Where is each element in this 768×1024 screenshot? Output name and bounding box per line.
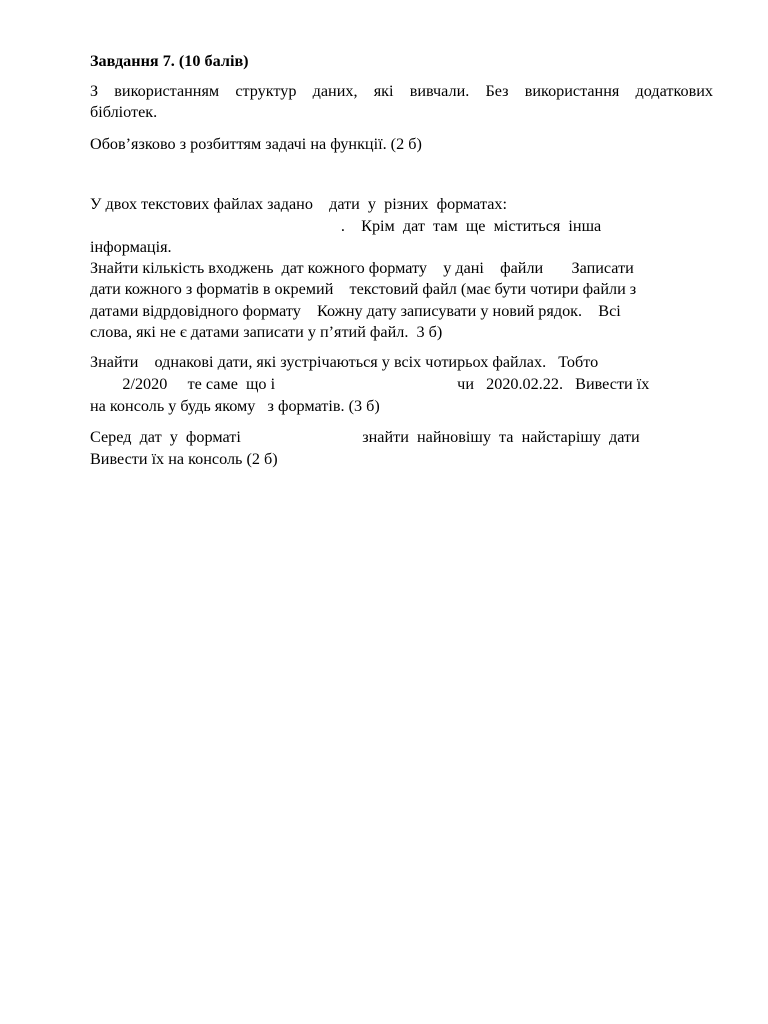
task-line-2: . Крім дат там ще міститься інша xyxy=(90,217,602,235)
newest-oldest-line-2: Вивести їх на консоль (2 б) xyxy=(90,450,278,468)
functions-note: Обов’язково з розбиттям задачі на функції. (2 б) xyxy=(90,135,422,153)
task-line-4: Знайти кількість входжень дат кожного формату у дані файли Записати xyxy=(90,259,634,277)
task-line-3: інформація. xyxy=(90,238,172,256)
same-dates-line-3: на консоль у будь якому з форматів. (3 б) xyxy=(90,397,380,415)
task-line-1: У двох текстових файлах задано дати у різних форматах: xyxy=(90,195,507,213)
task-line-7: слова, які не є датами записати у п’ятий файл. 3 б) xyxy=(90,323,443,341)
same-dates-line-1: Знайти однакові дати, які зустрічаються у всіх чотирьох файлах. Тобто xyxy=(90,353,599,371)
same-dates-line-2: 2/2020 те саме що і чи 2020.02.22. Вивести їх xyxy=(90,375,650,393)
task-line-5: дати кожного з форматів в окремий текстовий файл (має бути чотири файли з xyxy=(90,280,637,298)
intro-line-2: бібліотек. xyxy=(90,103,158,121)
newest-oldest-line-1: Серед дат у форматі знайти найновішу та найстарішу дати xyxy=(90,428,640,446)
task-line-6: датами відрдовідного формату Кожну дату записувати у новий рядок. Всі xyxy=(90,302,621,320)
task-heading: Завдання 7. (10 балів) xyxy=(90,52,249,70)
intro-line-1: З використанням структур даних, які вивчали. Без використання додаткових xyxy=(90,82,713,100)
